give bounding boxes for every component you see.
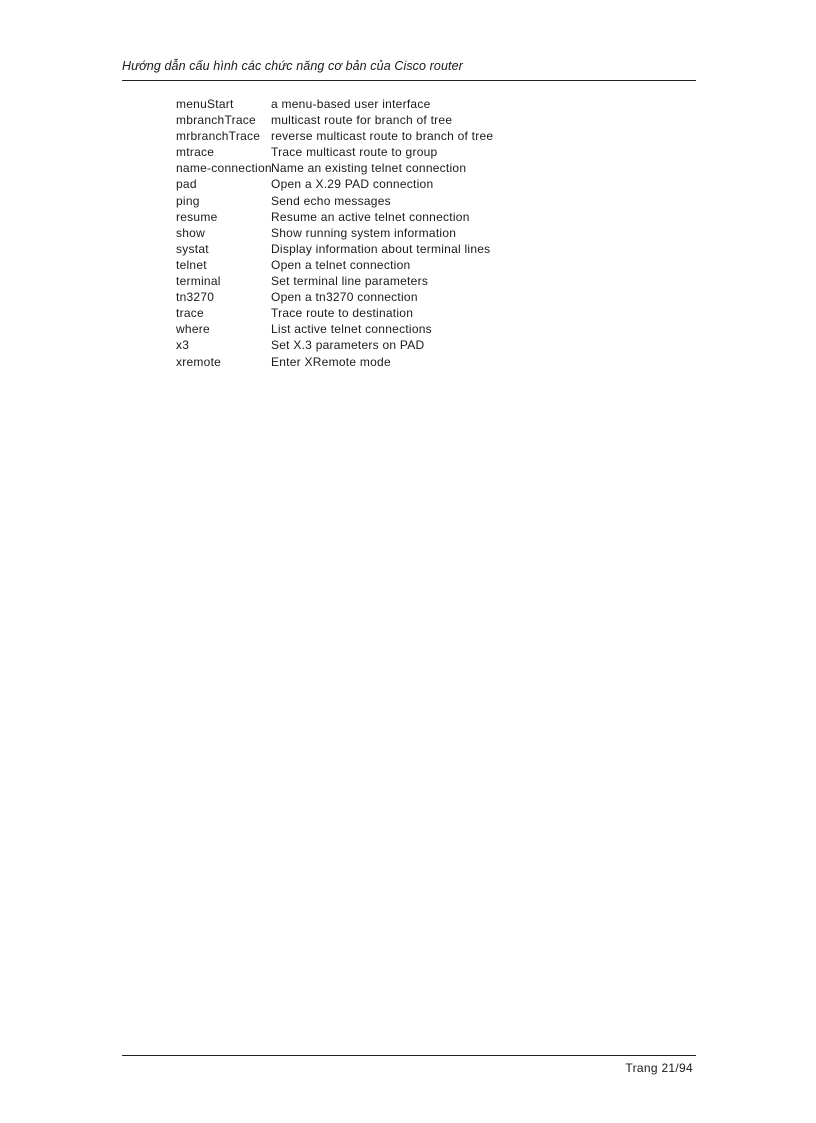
command-description: Set X.3 parameters on PAD [271, 338, 425, 353]
command-name: mbranchTrace [176, 113, 256, 128]
command-row [176, 337, 556, 353]
command-row [176, 176, 556, 192]
command-description: Name an existing telnet connection [271, 161, 467, 176]
command-row [176, 144, 556, 160]
command-row [176, 193, 556, 209]
command-name: where [176, 322, 210, 337]
command-name: systat [176, 241, 209, 256]
command-row [176, 289, 556, 305]
command-name: mrbranchTrace [176, 129, 261, 144]
command-row [176, 273, 556, 289]
command-name: terminal [176, 274, 221, 289]
command-description: Resume an active telnet connection [271, 209, 470, 224]
command-description: Display information about terminal lines [271, 241, 491, 256]
command-name: resume [176, 209, 218, 224]
command-row [176, 160, 556, 176]
command-name: telnet [176, 257, 207, 272]
command-description: Trace route to destination [271, 306, 414, 321]
command-name: x3 [176, 338, 190, 353]
command-description: Open a telnet connection [271, 257, 411, 272]
command-description: multicast route for branch of tree [271, 113, 453, 128]
command-description: a menu-based user interface [271, 97, 431, 111]
command-description: Open a tn3270 connection [271, 290, 418, 305]
command-row [176, 321, 556, 337]
command-description: Enter XRemote mode [271, 354, 391, 369]
command-row [176, 241, 556, 257]
command-name: show [176, 225, 206, 240]
command-description: Send echo messages [271, 193, 391, 208]
command-name: mtrace [176, 145, 215, 160]
command-description: List active telnet connections [271, 322, 432, 337]
page-number: Trang 21/94 [625, 1061, 693, 1075]
command-row [176, 354, 556, 370]
command-row [176, 257, 556, 273]
command-row [176, 128, 556, 144]
command-description: Trace multicast route to group [271, 145, 438, 160]
page-header [122, 59, 696, 73]
command-row [176, 305, 556, 321]
command-name: tn3270 [176, 290, 215, 305]
command-name: pad [176, 177, 197, 192]
command-description: Open a X.29 PAD connection [271, 177, 434, 192]
command-row [176, 112, 556, 128]
command-row [176, 96, 556, 112]
command-description: Show running system information [271, 225, 457, 240]
command-name: name-connection [176, 161, 272, 176]
document-title: Hướng dẫn cấu hình các chức năng cơ bản của Cisco router [122, 59, 463, 73]
footer-divider [122, 1055, 696, 1056]
command-name: xremote [176, 354, 222, 369]
command-description: reverse multicast route to branch of tree [271, 129, 494, 144]
command-list [176, 96, 556, 370]
command-name: trace [176, 306, 204, 321]
header-divider [122, 80, 696, 81]
command-row [176, 209, 556, 225]
command-row [176, 225, 556, 241]
command-description: Set terminal line parameters [271, 274, 429, 289]
command-name: menuStart [176, 97, 234, 111]
command-name: ping [176, 193, 200, 208]
